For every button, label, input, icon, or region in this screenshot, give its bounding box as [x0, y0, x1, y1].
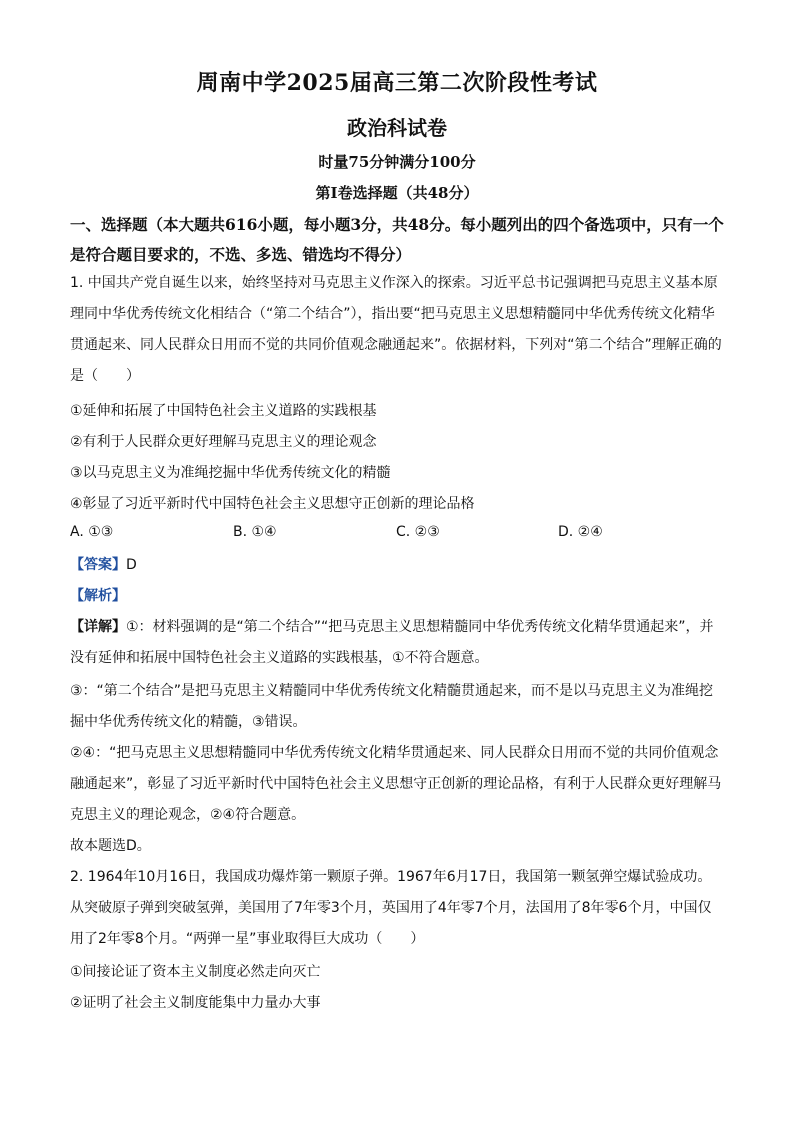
option-a: A. ①③ — [70, 524, 114, 540]
exam-title: 周南中学2025届高三第二次阶段性考试 — [196, 70, 598, 96]
answer-line — [70, 555, 137, 575]
time-info: 时量75分钟满分100分 — [318, 153, 476, 171]
analysis-line — [70, 586, 126, 606]
detail-label: 【详解】 — [70, 619, 126, 635]
option-b: B. ①④ — [233, 524, 277, 540]
question-1-item-2: ②有利于人民群众更好理解马克思主义的理论观念 — [70, 434, 377, 450]
question-1-options — [70, 524, 725, 544]
detail-paragraph-1 — [70, 612, 725, 674]
detail-paragraph-2: ③：“第二个结合”是把马克思主义精髓同中华优秀传统文化精髓贯通起来，而不是以马克思主义为准绳挖掘中华优秀传统文化的精髓，③错误。 — [70, 683, 714, 730]
exam-subtitle: 政治科试卷 — [347, 116, 447, 140]
question-2-stem: 2. 1964年10月16日，我国成功爆炸第一颗原子弹。1967年6月17日，我国第一颗氢弹空爆试验成功。从突破原子弹到突破氢弹，美国用了7年零3个月，英国用了4年零7个月，法国用了8年零6个月，中国仅用了2年零8个月。“两弹一星”事业取得巨大成功（ ） — [70, 869, 712, 947]
question-1-item-1: ①延伸和拓展了中国特色社会主义道路的实践根基 — [70, 403, 377, 419]
conclusion-line: 故本题选D。 — [70, 838, 151, 854]
option-c: C. ②③ — [396, 524, 440, 540]
section-heading: 一、选择题（本大题共616小题，每小题3分，共48分。每小题列出的四个备选项中，只有一个是符合题目要求的，不选、多选、错选均不得分） — [70, 215, 724, 264]
answer-value: D — [126, 557, 137, 573]
detail-paragraph-3: ②④：“把马克思主义思想精髓同中华优秀传统文化精华贯通起来、同人民群众日用而不觉的共同价值观念融通起来”，彰显了习近平新时代中国特色社会主义思想守正创新的理论品格，有利于人民群众更好理解马克思主义的理论观念，②④符合题意。 — [70, 745, 722, 823]
question-2-item-1: ①间接论证了资本主义制度必然走向灭亡 — [70, 964, 321, 980]
question-1-item-3: ③以马克思主义为准绳挖掘中华优秀传统文化的精髓 — [70, 465, 391, 481]
option-d: D. ②④ — [558, 524, 603, 540]
question-1-stem: 1. 中国共产党自诞生以来，始终坚持对马克思主义作深入的探索。习近平总书记强调把马克思主义基本原理同中华优秀传统文化相结合（“第二个结合”），指出要“把马克思主义思想精髓同中华优秀传统文化精华贯通起来、同人民群众日用而不觉的共同价值观念融通起来”。依据材料，下列对“第二个结合”理解正确的是（ ） — [70, 275, 722, 384]
question-1-item-4: ④彰显了习近平新时代中国特色社会主义思想守正创新的理论品格 — [70, 496, 475, 512]
analysis-label: 【解析】 — [70, 588, 126, 604]
question-2-item-2: ②证明了社会主义制度能集中力量办大事 — [70, 995, 321, 1011]
volume-heading: 第Ⅰ卷选择题（共48分） — [315, 184, 479, 202]
answer-label: 【答案】 — [70, 557, 126, 573]
detail-text-1: ①：材料强调的是“第二个结合”“把马克思主义思想精髓同中华优秀传统文化精华贯通起来”，并没有延伸和拓展中国特色社会主义道路的实践根基，①不符合题意。 — [70, 619, 714, 666]
